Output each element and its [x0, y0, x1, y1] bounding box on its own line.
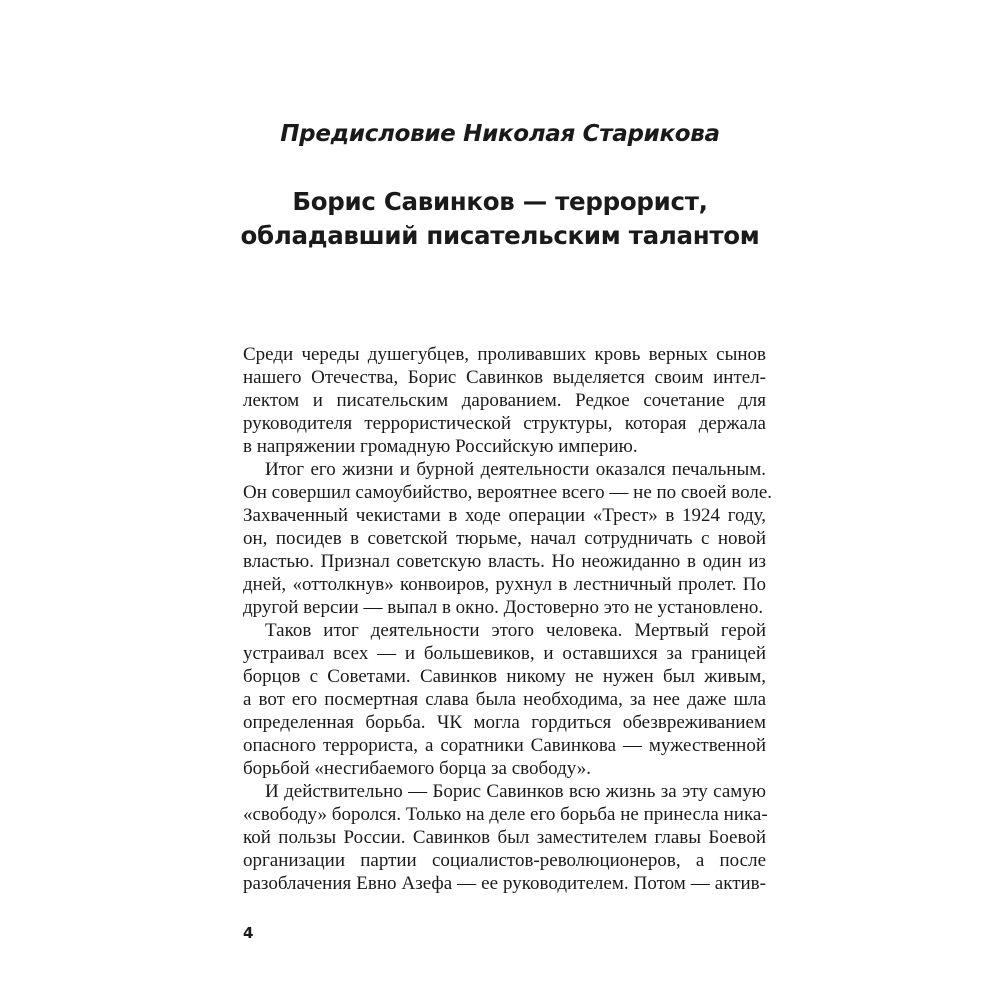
text-line: лектом и писательским дарованием. Редкое сочетание для [243, 390, 766, 411]
preface-heading: Предисловие Николая Старикова [280, 121, 720, 147]
text-line: борцов с Советами. Савинков никому не нужен был живым, [243, 666, 766, 687]
text-line: Итог его жизни и бурной деятельности оказался печальным. [265, 459, 766, 480]
text-line: а вот его посмертная слава была необходима, за нее даже шла [243, 689, 766, 710]
text-line: кой пользы России. Савинков был заместителем главы Боевой [243, 827, 766, 848]
text-line: определенная борьба. ЧК могла гордиться обезвреживанием [243, 712, 766, 733]
text-line: другой версии — выпал в окно. Достоверно это не установлено. [243, 597, 764, 618]
text-line: Среди череды душегубцев, проливавших кровь верных сынов [243, 344, 766, 365]
text-line: нашего Отечества, Борис Савинков выделяется своим интел- [243, 367, 766, 388]
text-line: дней, «оттолкнув» конвоиров, рухнул в лестничный пролет. По [243, 574, 766, 595]
text-line: властью. Признал советскую власть. Но неожиданно в один из [243, 551, 766, 572]
text-line: Захваченный чекистами в ходе операции «Трест» в 1924 году, [243, 505, 766, 526]
chapter-title-line: обладавший писательским талантом [240, 221, 760, 250]
text-line: «свободу» боролся. Только на деле его борьба не принесла ника- [243, 804, 768, 825]
text-line: он, посидев в советской тюрьме, начал сотрудничать с новой [243, 528, 766, 549]
text-line: Он совершил самоубийство, вероятнее всего — не по своей воле. [243, 482, 773, 503]
text-line: устраивал всех — и большевиков, и оставшихся за границей [243, 643, 766, 664]
text-line: в напряжении громадную Российскую империю. [243, 436, 638, 457]
text-line: разоблачения Евно Азефа — ее руководителем. Потом — актив- [243, 873, 766, 894]
chapter-title [0, 185, 1000, 253]
text-line: руководителя террористической структуры, которая держала [243, 413, 766, 434]
text-line: организации партии социалистов-революционеров, а после [243, 850, 766, 871]
text-line: И действительно — Борис Савинков всю жизнь за эту самую [265, 781, 766, 802]
chapter-title-line: Борис Савинков — террорист, [292, 187, 708, 216]
page-number: 4 [243, 924, 254, 942]
text-line: борьбой «несгибаемого борца за свободу». [243, 758, 592, 779]
body-text [243, 343, 773, 895]
text-line: Таков итог деятельности этого человека. Мертвый герой [265, 620, 766, 641]
text-line: опасного террориста, а соратники Савинкова — мужественной [243, 735, 766, 756]
